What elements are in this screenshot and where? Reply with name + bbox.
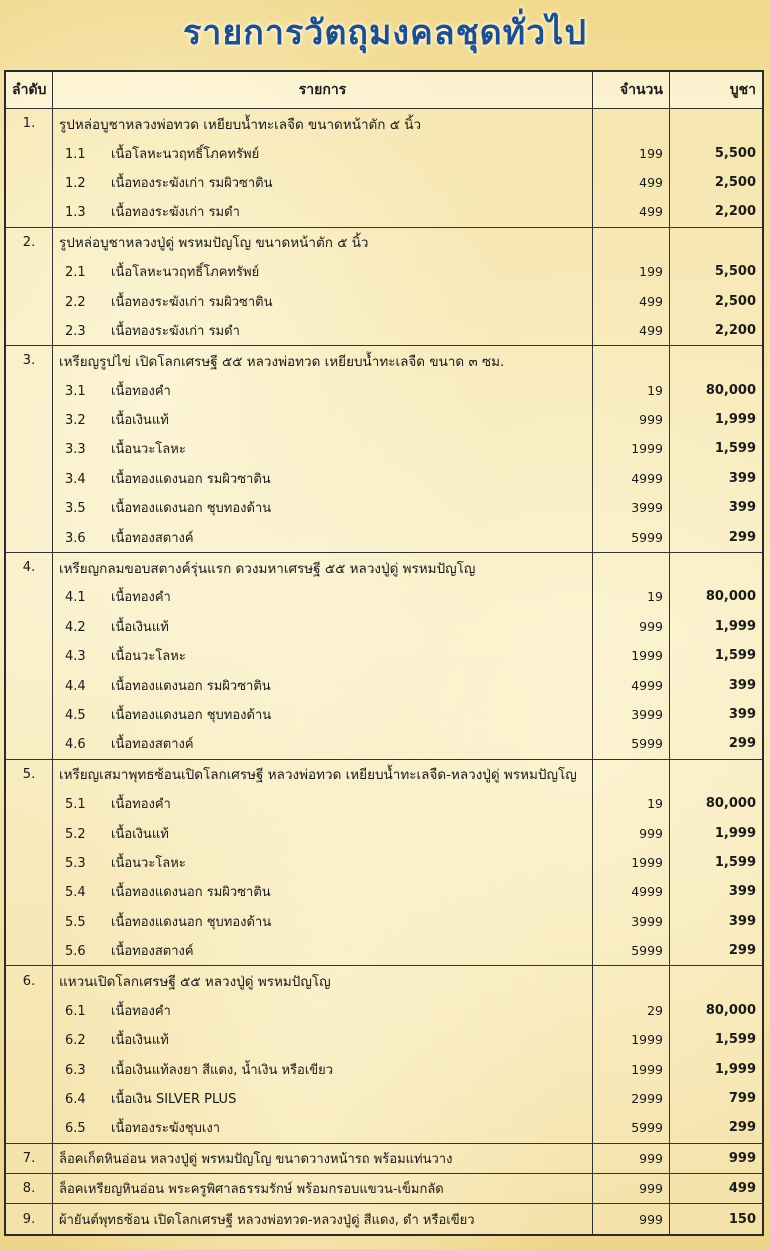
table-row — [5, 759, 763, 789]
row-qty: 999 — [593, 1204, 670, 1235]
table-row — [5, 376, 763, 405]
row-order — [5, 405, 53, 434]
row-order — [5, 848, 53, 877]
row-sub-code: 4.4 — [65, 678, 86, 694]
row-price: 5,500 — [670, 257, 764, 286]
table-row — [5, 1025, 763, 1054]
row-order — [5, 818, 53, 847]
table-row — [5, 109, 763, 139]
table-row — [5, 1204, 763, 1235]
row-price: 499 — [670, 1174, 764, 1204]
row-price — [670, 346, 764, 376]
table-row — [5, 197, 763, 227]
row-order — [5, 612, 53, 641]
row-item — [53, 1025, 593, 1054]
row-order — [5, 582, 53, 611]
row-item — [53, 316, 593, 346]
row-sub-code: 4.3 — [65, 649, 86, 665]
row-order — [5, 1025, 53, 1054]
row-order — [5, 907, 53, 936]
row-order — [5, 936, 53, 966]
row-item-name: ล็อคเหรียญหินอ่อน พระครูพิศาลธรรมรักษ์ พร้อมกรอบแขวน-เข็มกลัด — [53, 1174, 593, 1204]
row-sub-code: 3.4 — [65, 471, 86, 487]
table-row — [5, 582, 763, 611]
table-row — [5, 996, 763, 1025]
table-row — [5, 1174, 763, 1204]
row-sub-code: 3.5 — [65, 501, 86, 517]
row-order — [5, 493, 53, 522]
table-row — [5, 848, 763, 877]
row-qty — [593, 227, 670, 257]
table-body — [5, 109, 763, 1235]
row-item — [53, 286, 593, 315]
row-order — [5, 522, 53, 552]
row-order — [5, 434, 53, 463]
row-qty: 999 — [593, 405, 670, 434]
row-qty: 499 — [593, 197, 670, 227]
row-qty: 5999 — [593, 936, 670, 966]
row-sub-code: 2.2 — [65, 294, 86, 310]
row-order — [5, 729, 53, 759]
row-order — [5, 877, 53, 906]
row-qty: 5999 — [593, 522, 670, 552]
row-sub-code: 5.5 — [65, 914, 86, 930]
row-item-name: เนื้อทองแดงนอก ชุบทองด้าน — [111, 914, 272, 930]
row-item — [53, 670, 593, 699]
row-order: 1. — [5, 109, 53, 139]
row-item — [53, 907, 593, 936]
table-row — [5, 700, 763, 729]
row-sub-code: 6.4 — [65, 1092, 86, 1108]
row-item — [53, 818, 593, 847]
row-item — [53, 197, 593, 227]
row-sub-code: 1.3 — [65, 205, 86, 221]
row-item-name: เนื้อทองสตางค์ — [111, 530, 194, 546]
row-price — [670, 759, 764, 789]
row-qty: 4999 — [593, 464, 670, 493]
table-row — [5, 877, 763, 906]
row-item-name: เนื้อเงินแท้ — [111, 826, 169, 842]
table-row — [5, 286, 763, 315]
row-item-name: เนื้อทองสตางค์ — [111, 944, 194, 960]
row-item-name: เนื้อนวะโลหะ — [111, 442, 186, 458]
row-price — [670, 109, 764, 139]
row-item-name: เนื้อทองแดงนอก ชุบทองด้าน — [111, 501, 272, 517]
table-row — [5, 316, 763, 346]
row-order: 9. — [5, 1204, 53, 1235]
row-qty: 999 — [593, 612, 670, 641]
row-item-name: เนื้อเงินแท้ — [111, 619, 169, 635]
row-qty: 1999 — [593, 848, 670, 877]
row-item — [53, 700, 593, 729]
row-qty: 1999 — [593, 1025, 670, 1054]
row-sub-code: 3.3 — [65, 442, 86, 458]
row-item — [53, 493, 593, 522]
row-item — [53, 848, 593, 877]
header-item: รายการ — [53, 71, 593, 109]
row-group-title: เหรียญรูปไข่ เปิดโลกเศรษฐี ๕๕ หลวงพ่อทวด เหยียบน้ำทะเลจืด ขนาด ๓ ซม. — [53, 346, 593, 376]
row-order — [5, 316, 53, 346]
row-item-name: เนื้อทองคำ — [111, 590, 171, 606]
row-price: 2,500 — [670, 286, 764, 315]
row-qty: 5999 — [593, 729, 670, 759]
row-price: 1,599 — [670, 1025, 764, 1054]
price-table — [4, 70, 764, 1236]
row-sub-code: 3.6 — [65, 530, 86, 546]
row-qty: 3999 — [593, 907, 670, 936]
row-sub-code: 5.4 — [65, 885, 86, 901]
row-item-name: เนื้อโลหะนวฤทธิ์โภคทรัพย์ — [111, 146, 260, 162]
row-item-name: เนื้อทองคำ — [111, 383, 171, 399]
row-item-name: เนื้อทองแดงนอก รมผิวซาติน — [111, 885, 271, 901]
row-price: 150 — [670, 1204, 764, 1235]
table-row — [5, 966, 763, 996]
row-qty — [593, 759, 670, 789]
row-order: 5. — [5, 759, 53, 789]
row-item-name: ล็อคเก็ตหินอ่อน หลวงปู่ดู่ พรหมปัญโญ ขนาดวางหน้ารถ พร้อมแท่นวาง — [53, 1143, 593, 1173]
row-item — [53, 522, 593, 552]
page-title: รายการวัตถุมงคลชุดทั่วไป — [183, 13, 587, 53]
row-item-name: เนื้อทองคำ — [111, 1003, 171, 1019]
row-price: 2,200 — [670, 197, 764, 227]
row-qty: 19 — [593, 582, 670, 611]
row-sub-code: 4.5 — [65, 708, 86, 723]
row-qty: 4999 — [593, 670, 670, 699]
table-row — [5, 138, 763, 167]
row-qty: 5999 — [593, 1113, 670, 1143]
row-item-name: เนื้อทองระฆังเก่า รมผิวซาติน — [111, 294, 273, 310]
row-order — [5, 1055, 53, 1084]
row-qty — [593, 966, 670, 996]
row-item-name: เนื้อทองแดงนอก รมผิวซาติน — [111, 678, 271, 694]
row-qty: 999 — [593, 818, 670, 847]
row-price: 1,599 — [670, 434, 764, 463]
row-price — [670, 552, 764, 582]
row-sub-code: 5.3 — [65, 855, 86, 871]
row-price: 399 — [670, 493, 764, 522]
row-price: 399 — [670, 907, 764, 936]
row-qty: 199 — [593, 138, 670, 167]
row-sub-code: 4.2 — [65, 619, 86, 635]
table-row — [5, 257, 763, 286]
table-row — [5, 612, 763, 641]
row-order — [5, 138, 53, 167]
row-item-name: เนื้อทองคำ — [111, 797, 171, 813]
row-sub-code: 2.1 — [65, 265, 86, 281]
row-item-name: เนื้อเงิน SILVER PLUS — [111, 1092, 237, 1108]
row-item-name: เนื้อทองระฆังเก่า รมดำ — [111, 323, 240, 339]
row-sub-code: 3.2 — [65, 413, 86, 429]
table-row — [5, 493, 763, 522]
table-row — [5, 1143, 763, 1173]
row-group-title: แหวนเปิดโลกเศรษฐี ๕๕ หลวงปู่ดู่ พรหมปัญโญ — [53, 966, 593, 996]
table-row — [5, 552, 763, 582]
row-order — [5, 286, 53, 315]
table-row — [5, 1055, 763, 1084]
row-qty: 1999 — [593, 1055, 670, 1084]
row-group-title: รูปหล่อบูชาหลวงปู่ดู่ พรหมปัญโญ ขนาดหน้าตัก ๕ นิ้ว — [53, 227, 593, 257]
row-sub-code: 5.1 — [65, 797, 86, 813]
table-row — [5, 405, 763, 434]
row-sub-code: 4.6 — [65, 737, 86, 753]
row-price: 299 — [670, 936, 764, 966]
row-item-name: เนื้อโลหะนวฤทธิ์โภคทรัพย์ — [111, 265, 260, 281]
row-item-name: เนื้อเงินแท้ลงยา สีแดง, น้ำเงิน หรือเขียว — [111, 1062, 334, 1078]
row-price: 5,500 — [670, 138, 764, 167]
row-item-name: เนื้อนวะโลหะ — [111, 649, 186, 665]
row-item — [53, 405, 593, 434]
row-order — [5, 197, 53, 227]
row-sub-code: 6.5 — [65, 1121, 86, 1137]
row-item — [53, 1084, 593, 1113]
row-order — [5, 789, 53, 818]
row-sub-code: 1.2 — [65, 175, 86, 191]
row-item — [53, 257, 593, 286]
row-sub-code: 6.2 — [65, 1033, 86, 1049]
row-item-name: เนื้อทองระฆังเก่า รมดำ — [111, 205, 240, 221]
row-item — [53, 789, 593, 818]
row-price: 1,599 — [670, 848, 764, 877]
row-order: 2. — [5, 227, 53, 257]
row-item — [53, 612, 593, 641]
row-order — [5, 700, 53, 729]
row-order: 3. — [5, 346, 53, 376]
row-item — [53, 729, 593, 759]
row-order: 7. — [5, 1143, 53, 1173]
row-order — [5, 641, 53, 670]
row-group-title: รูปหล่อบูชาหลวงพ่อทวด เหยียบน้ำทะเลจืด ขนาดหน้าตัก ๕ นิ้ว — [53, 109, 593, 139]
table-row — [5, 789, 763, 818]
row-sub-code: 6.3 — [65, 1062, 86, 1078]
row-item — [53, 138, 593, 167]
row-item — [53, 1113, 593, 1143]
table-row — [5, 907, 763, 936]
row-price: 299 — [670, 522, 764, 552]
row-qty: 499 — [593, 316, 670, 346]
row-order: 4. — [5, 552, 53, 582]
row-sub-code: 6.1 — [65, 1003, 86, 1019]
row-price — [670, 966, 764, 996]
row-price: 1,999 — [670, 405, 764, 434]
row-price: 80,000 — [670, 376, 764, 405]
row-price: 299 — [670, 729, 764, 759]
header-qty: จำนวน — [593, 71, 670, 109]
row-qty: 19 — [593, 376, 670, 405]
row-price: 2,200 — [670, 316, 764, 346]
row-item — [53, 582, 593, 611]
row-item-name: เนื้อทองแดงนอก ชุบทองด้าน — [111, 708, 272, 723]
row-price: 80,000 — [670, 996, 764, 1025]
row-sub-code: 5.6 — [65, 944, 86, 960]
row-order — [5, 670, 53, 699]
row-price: 999 — [670, 1143, 764, 1173]
table-header-row — [5, 71, 763, 109]
row-qty: 499 — [593, 286, 670, 315]
row-item — [53, 641, 593, 670]
table-row — [5, 464, 763, 493]
row-qty: 999 — [593, 1174, 670, 1204]
row-price: 1,599 — [670, 641, 764, 670]
row-price: 1,999 — [670, 1055, 764, 1084]
row-order — [5, 464, 53, 493]
header-price: บูชา — [670, 71, 764, 109]
row-sub-code: 3.1 — [65, 383, 86, 399]
row-sub-code: 1.1 — [65, 146, 86, 162]
row-order — [5, 168, 53, 197]
row-order — [5, 1084, 53, 1113]
row-price: 1,999 — [670, 612, 764, 641]
table-row — [5, 1113, 763, 1143]
row-order: 8. — [5, 1174, 53, 1204]
row-qty: 1999 — [593, 641, 670, 670]
row-order — [5, 376, 53, 405]
table-row — [5, 434, 763, 463]
table-row — [5, 818, 763, 847]
row-qty: 3999 — [593, 700, 670, 729]
row-qty: 19 — [593, 789, 670, 818]
row-item — [53, 168, 593, 197]
row-item-name: เนื้อทองแดงนอก รมผิวซาติน — [111, 471, 271, 487]
table-row — [5, 729, 763, 759]
row-item-name: เนื้อทองสตางค์ — [111, 737, 194, 753]
row-item — [53, 996, 593, 1025]
row-price: 399 — [670, 877, 764, 906]
table-row — [5, 522, 763, 552]
row-item-name: เนื้อเงินแท้ — [111, 1033, 169, 1049]
row-price: 299 — [670, 1113, 764, 1143]
row-price: 399 — [670, 670, 764, 699]
header-order: ลำดับ — [5, 71, 53, 109]
table-row — [5, 227, 763, 257]
row-price — [670, 227, 764, 257]
row-item-name: เนื้อทองระฆังเก่า รมผิวซาติน — [111, 175, 273, 191]
row-qty: 3999 — [593, 493, 670, 522]
row-qty: 1999 — [593, 434, 670, 463]
row-qty: 29 — [593, 996, 670, 1025]
table-row — [5, 346, 763, 376]
row-price: 80,000 — [670, 789, 764, 818]
row-price: 399 — [670, 464, 764, 493]
row-qty: 199 — [593, 257, 670, 286]
row-item-name: เนื้อนวะโลหะ — [111, 855, 186, 871]
row-order — [5, 996, 53, 1025]
row-qty — [593, 109, 670, 139]
row-sub-code: 2.3 — [65, 323, 86, 339]
row-price: 80,000 — [670, 582, 764, 611]
row-sub-code: 4.1 — [65, 590, 86, 606]
row-qty: 2999 — [593, 1084, 670, 1113]
row-item-name: ผ้ายันต์พุทธซ้อน เปิดโลกเศรษฐี หลวงพ่อทวด-หลวงปู่ดู่ สีแดง, ดำ หรือเขียว — [53, 1204, 593, 1235]
table-row — [5, 641, 763, 670]
row-item-name: เนื้อทองระฆังชุบเงา — [111, 1121, 220, 1137]
row-qty: 999 — [593, 1143, 670, 1173]
row-group-title: เหรียญเสมาพุทธซ้อนเปิดโลกเศรษฐี หลวงพ่อทวด เหยียบน้ำทะเลจืด-หลวงปู่ดู่ พรหมปัญโญ — [53, 759, 593, 789]
row-qty — [593, 346, 670, 376]
row-order: 6. — [5, 966, 53, 996]
row-item — [53, 376, 593, 405]
row-item — [53, 434, 593, 463]
row-order — [5, 257, 53, 286]
row-item — [53, 464, 593, 493]
row-sub-code: 5.2 — [65, 826, 86, 842]
table-row — [5, 168, 763, 197]
row-qty: 4999 — [593, 877, 670, 906]
row-item-name: เนื้อเงินแท้ — [111, 413, 169, 429]
row-price: 1,999 — [670, 818, 764, 847]
table-row — [5, 670, 763, 699]
row-price: 399 — [670, 700, 764, 729]
row-group-title: เหรียญกลมขอบสตางค์รุ่นแรก ดวงมหาเศรษฐี ๕๕ หลวงปู่ดู่ พรหมปัญโญ — [53, 552, 593, 582]
row-item — [53, 877, 593, 906]
row-price: 2,500 — [670, 168, 764, 197]
table-row — [5, 936, 763, 966]
row-item — [53, 1055, 593, 1084]
table-row — [5, 1084, 763, 1113]
row-item — [53, 936, 593, 966]
row-qty: 499 — [593, 168, 670, 197]
row-qty — [593, 552, 670, 582]
row-price: 799 — [670, 1084, 764, 1113]
row-order — [5, 1113, 53, 1143]
